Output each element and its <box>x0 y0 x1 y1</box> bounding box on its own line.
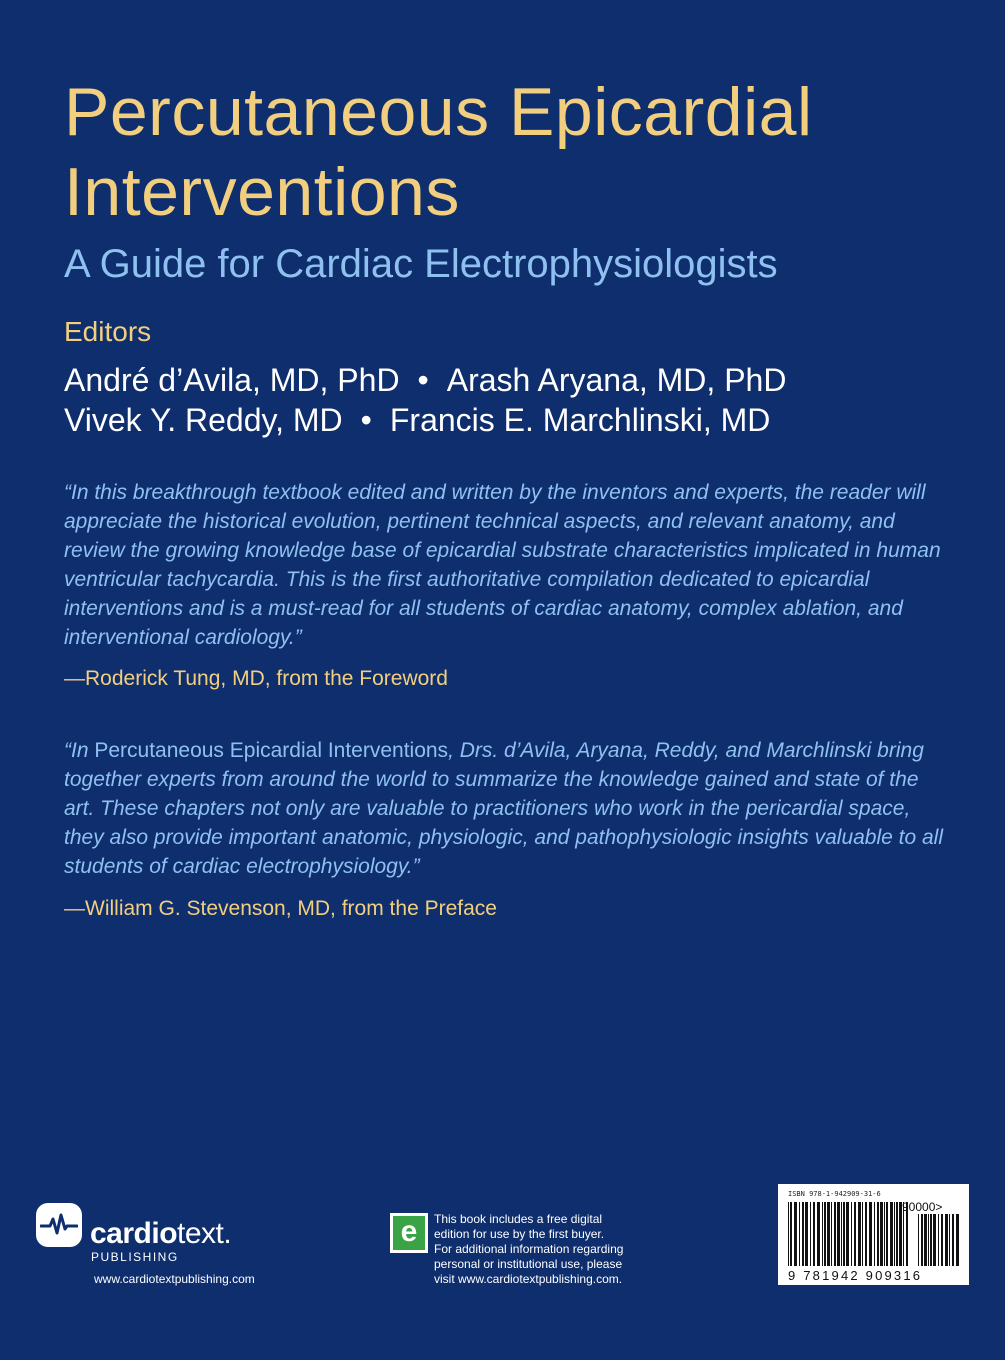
barcode-bar <box>956 1214 959 1266</box>
barcode-bar <box>846 1202 849 1266</box>
barcode-bar <box>799 1202 800 1266</box>
barcode-bar <box>862 1202 863 1266</box>
barcode-bar <box>810 1202 811 1266</box>
barcode-bar <box>851 1202 852 1266</box>
book-title-line-2: Interventions <box>64 154 460 230</box>
barcode-bar <box>886 1202 888 1266</box>
isbn-barcode <box>778 1184 969 1285</box>
barcode-bar <box>824 1202 826 1266</box>
barcode-bar <box>933 1214 936 1266</box>
ebook-e-icon: e <box>393 1216 425 1250</box>
endorsement-attribution-2: —William G. Stevenson, MD, from the Preface <box>64 897 497 920</box>
barcode-bar <box>880 1202 883 1266</box>
barcode-bar <box>918 1214 919 1266</box>
editors-line-2 <box>64 402 770 439</box>
barcode-bar <box>890 1202 893 1266</box>
addon-barcode-bars <box>918 1214 962 1268</box>
ebook-note-line: visit www.cardiotextpublishing.com. <box>434 1272 623 1286</box>
price-code: 90000> <box>902 1200 943 1214</box>
barcode-bar <box>841 1202 842 1266</box>
barcode-bar <box>822 1202 823 1266</box>
barcode-bar <box>928 1214 929 1266</box>
barcode-bar <box>817 1202 820 1266</box>
barcode-bar <box>894 1202 895 1266</box>
quote-body: , Drs. d’Avila, Aryana, Reddy, and Marchlinski bring together experts from around the world to summarize the knowledge gained and state of the art. These chapters not only are valuable to practitioners who work in the pericardial space, they also provide important anatomic, physiologic, and pathophysiologic insights valuable to all students of cardiac electrophysiology.” <box>64 739 944 878</box>
heartbeat-icon <box>36 1203 82 1247</box>
barcode-bar <box>924 1214 927 1266</box>
barcode-bar <box>788 1202 789 1266</box>
editor-name: Francis E. Marchlinski, MD <box>389 402 771 438</box>
barcode-bar <box>949 1214 950 1266</box>
isbn-number: 9 781942 909316 <box>788 1268 923 1283</box>
isbn-text: ISBN 978-1-942909-31-6 <box>788 1190 881 1198</box>
endorsement-quote-2 <box>64 736 944 881</box>
barcode-bar <box>794 1202 797 1266</box>
endorsement-attribution-1: —Roderick Tung, MD, from the Foreword <box>64 667 448 690</box>
barcode-bar <box>831 1202 832 1266</box>
barcode-bar <box>945 1214 948 1266</box>
barcode-bar <box>938 1214 939 1266</box>
publisher-name-rest: text. <box>177 1217 232 1250</box>
book-title <box>64 72 964 232</box>
quote-book-title: Percutaneous Epicardial Interventions <box>94 739 449 762</box>
barcode-bar <box>869 1202 872 1266</box>
barcode-bar <box>884 1202 885 1266</box>
barcode-bar <box>790 1202 792 1266</box>
ebook-note-line: This book includes a free digital <box>434 1212 603 1226</box>
publisher-name-bold: cardio <box>90 1217 178 1250</box>
barcode-bar <box>827 1202 830 1266</box>
barcode-bar <box>858 1202 861 1266</box>
barcode-bar <box>805 1202 808 1266</box>
barcode-bar <box>896 1202 898 1266</box>
publisher-url: www.cardiotextpublishing.com <box>94 1272 255 1286</box>
barcode-bar <box>834 1202 836 1266</box>
quote-prefix: “In <box>64 739 95 762</box>
ebook-note-line: personal or institutional use, please <box>434 1257 623 1271</box>
book-subtitle: A Guide for Cardiac Electrophysiologists <box>64 242 778 286</box>
barcode-bar <box>843 1202 845 1266</box>
barcode-bar <box>921 1214 923 1266</box>
barcode-bar <box>865 1202 867 1266</box>
editor-name: Vivek Y. Reddy, MD <box>64 402 343 438</box>
ebook-note-line: edition for use by the first buyer. <box>434 1227 605 1241</box>
barcode-bar <box>813 1202 815 1266</box>
barcode-bar <box>952 1214 954 1266</box>
bullet-separator: • <box>360 402 372 438</box>
barcode-bar <box>930 1214 932 1266</box>
editors-label: Editors <box>64 316 152 347</box>
barcode-bar <box>874 1202 875 1266</box>
barcode-bars <box>788 1202 916 1268</box>
editor-name: André d’Avila, MD, PhD <box>64 362 400 398</box>
book-title-line-1: Percutaneous Epicardial <box>64 74 813 150</box>
editors-line-1 <box>64 362 786 399</box>
ebook-note <box>434 1212 654 1287</box>
editor-name: Arash Aryana, MD, PhD <box>446 362 787 398</box>
ebook-badge <box>390 1213 428 1253</box>
ebook-note-line: For additional information regarding <box>434 1242 624 1256</box>
barcode-bar <box>802 1202 804 1266</box>
publisher-subtitle: PUBLISHING <box>91 1250 179 1264</box>
barcode-bar <box>877 1202 879 1266</box>
publisher-name <box>90 1217 231 1251</box>
bullet-separator: • <box>417 362 429 398</box>
barcode-bar <box>837 1202 840 1266</box>
endorsement-quote-1: “In this breakthrough textbook edited and written by the inventors and experts, the reader will appreciate the historical evolution, pertinent technical aspects, and relevant anatomy, and review the growing knowledge base of epicardial substrate characteristics implicated in human ventricular tachycardia. This is the first authoritative compilation dedicated to epicardial interventions and is a must-read for all students of cardiac anatomy, complex ablation, and interventional cardiology.” <box>64 481 941 649</box>
barcode-bar <box>854 1202 856 1266</box>
barcode-bar <box>941 1214 943 1266</box>
